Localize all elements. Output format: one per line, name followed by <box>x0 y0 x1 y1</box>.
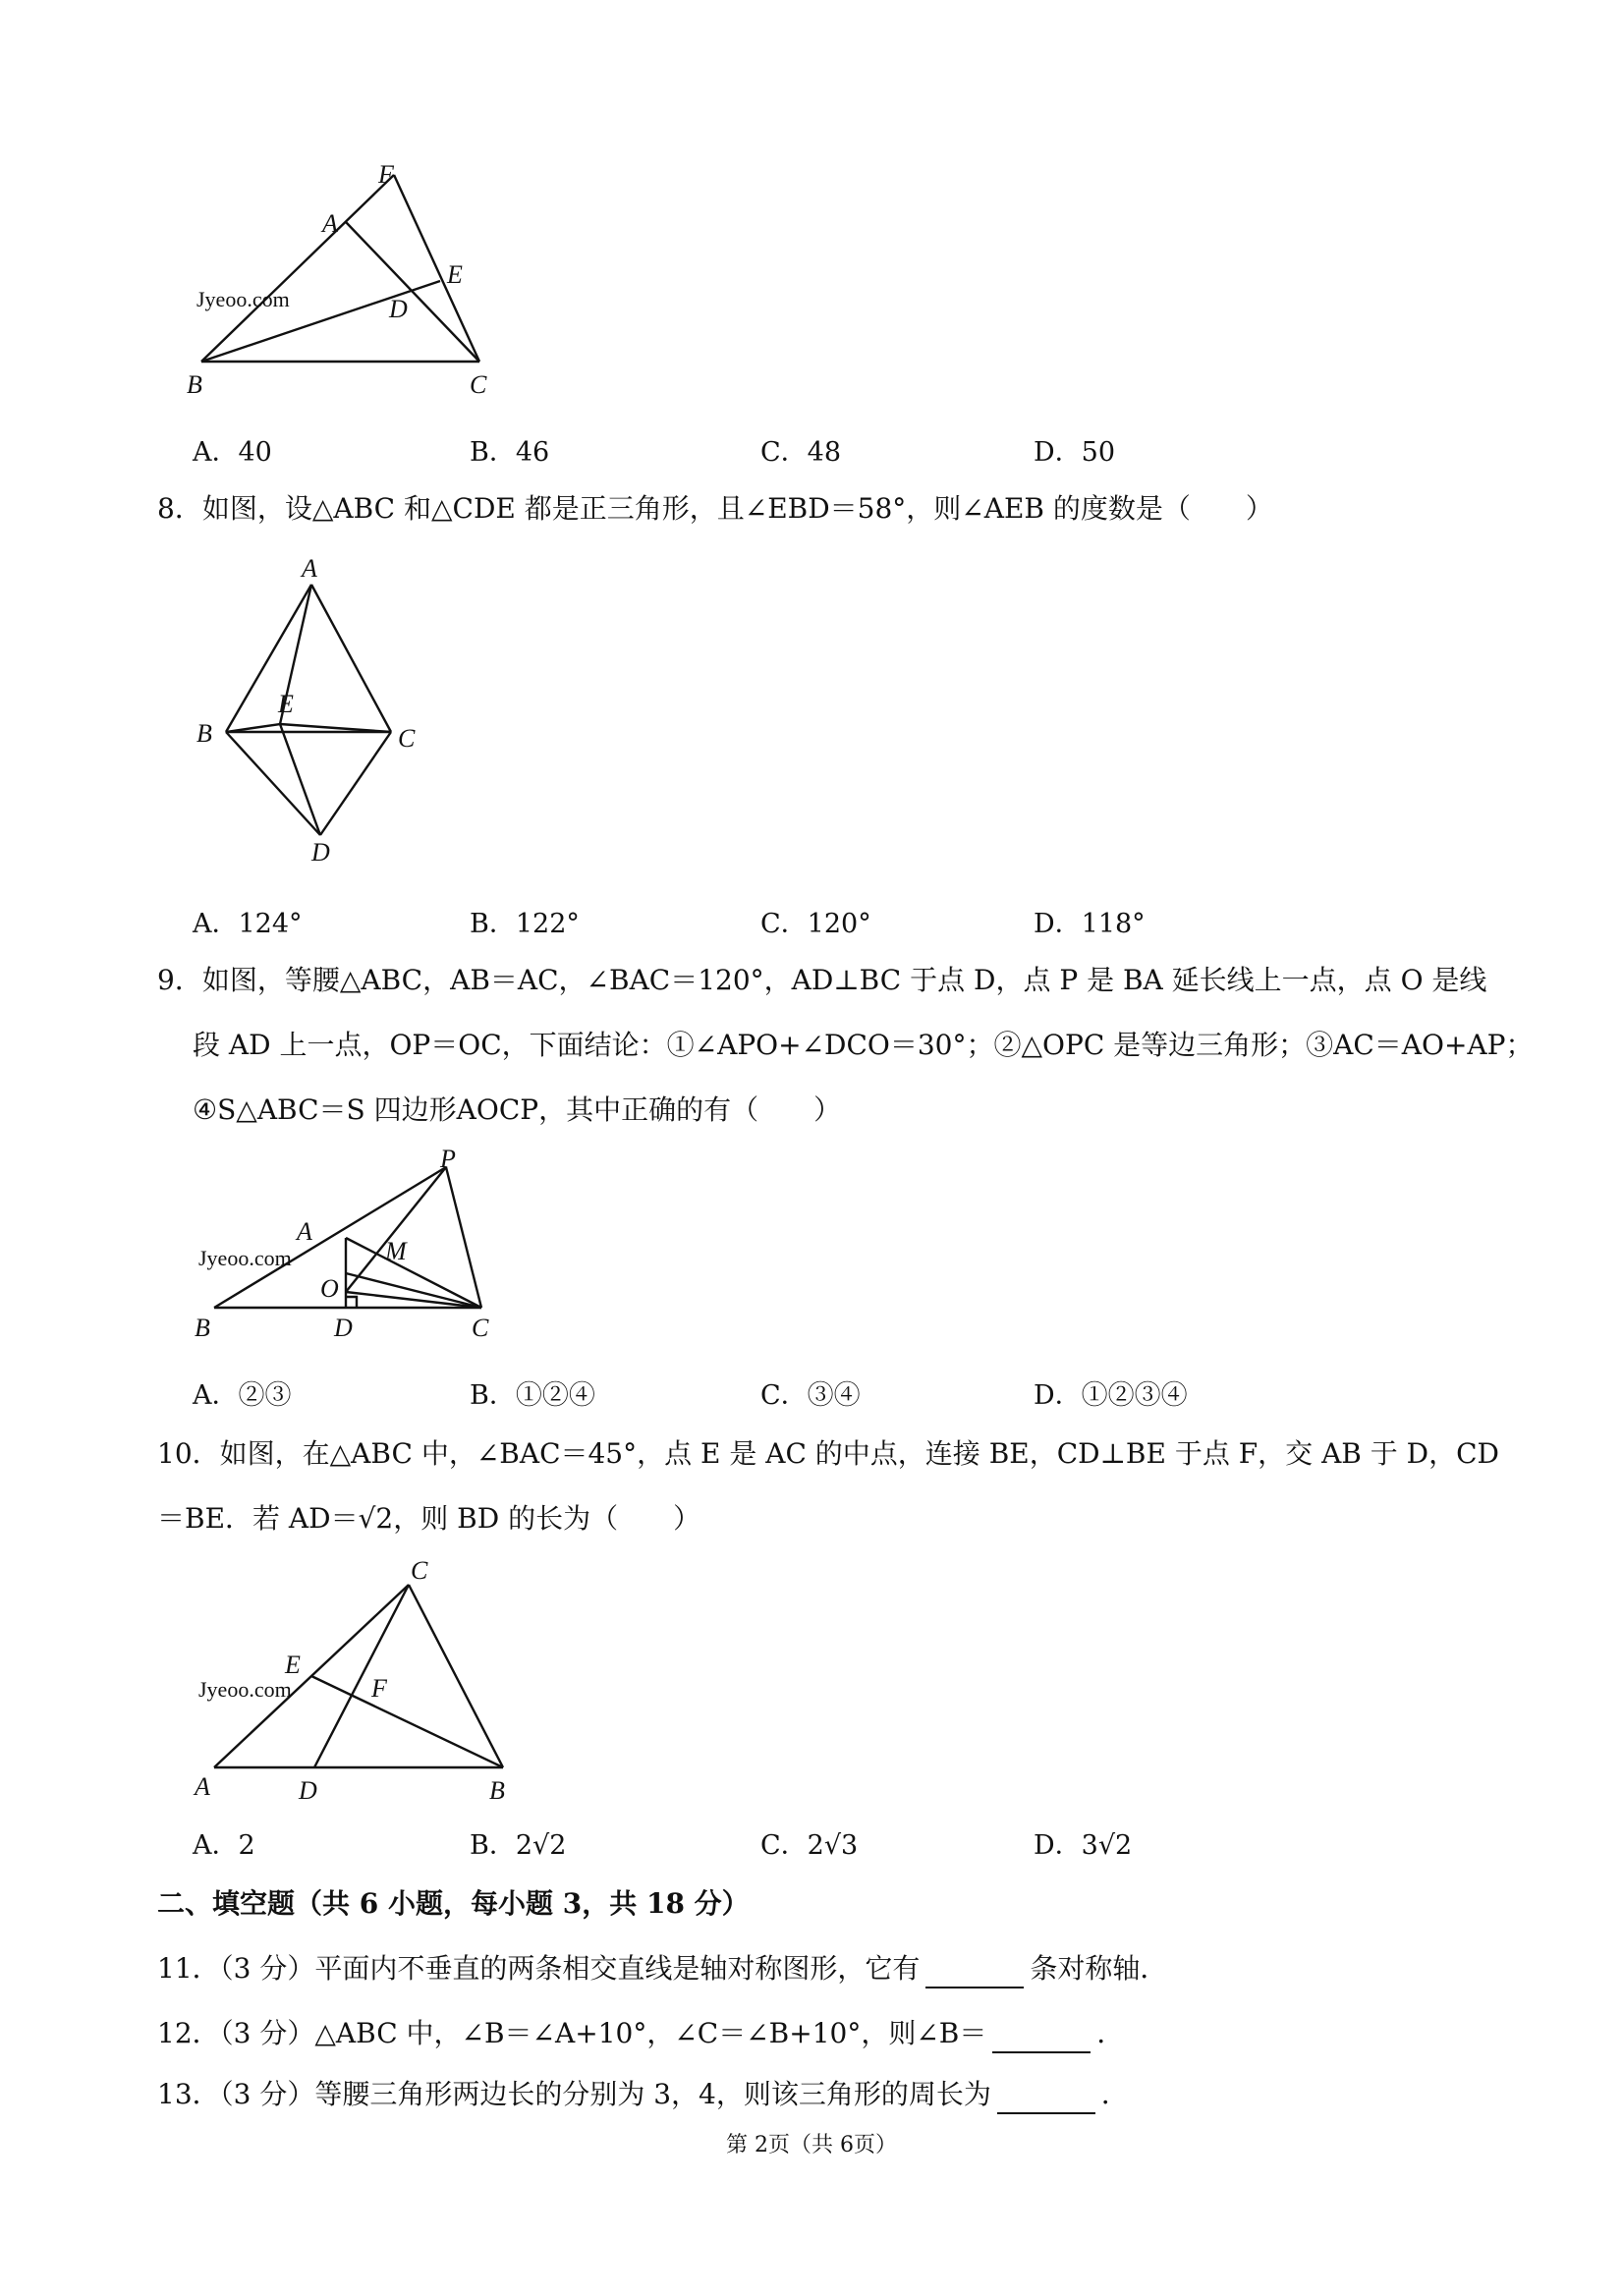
q7-option-d: D．50 <box>1034 437 1116 468</box>
q8-label-A: A <box>302 555 317 583</box>
q9-line1 <box>157 961 1486 1000</box>
q9-stem-1: 如图，等腰△ABC，AB＝AC，∠BAC＝120°，AD⊥BC 于点 D，点 P 是 BA 延长线上一点，点 O 是线 <box>201 964 1487 996</box>
q7-option-b: B．46 <box>470 437 550 468</box>
q10-label-D: D <box>299 1776 317 1805</box>
q10-label-E: E <box>285 1651 301 1679</box>
q13-stem-end: ． <box>1100 2078 1129 2110</box>
q7-label-B: B <box>187 370 202 399</box>
q10-label-F: F <box>371 1674 387 1703</box>
q10-option-b: B．2√2 <box>470 1830 567 1861</box>
q9-line2: 段 AD 上一点，OP＝OC，下面结论：①∠APO+∠DCO＝30°；②△OPC 是等边三角形；③AC＝AO+AP； <box>193 1029 1534 1061</box>
q9-label-C: C <box>472 1314 489 1342</box>
q9-line3: ④S△ABC＝S 四边形AOCP，其中正确的有（ ） <box>193 1093 842 1126</box>
q8-label-B: B <box>196 719 212 748</box>
q9-watermark: Jyeoo.com <box>198 1246 292 1270</box>
q10-number: 10． <box>157 1437 220 1470</box>
q7-label-E: E <box>447 260 463 289</box>
q10-label-A: A <box>195 1772 210 1801</box>
q9-label-M: M <box>385 1237 407 1265</box>
q10-line2: ＝BE．若 AD＝√2，则 BD 的长为（ ） <box>157 1502 701 1535</box>
q8-option-d: D．118° <box>1034 909 1146 939</box>
q10-option-a: A．2 <box>193 1830 255 1861</box>
q10-label-C: C <box>411 1557 428 1585</box>
q13-answer-blank[interactable] <box>997 2085 1095 2114</box>
q9-number: 9． <box>157 964 202 996</box>
q9-option-a: A．②③ <box>193 1380 292 1411</box>
q13-stem: 13．（3 分）等腰三角形两边长的分别为 3，4，则该三角形的周长为 <box>157 2078 991 2110</box>
q12-answer-blank[interactable] <box>992 2024 1091 2053</box>
q11-stem-end: 条对称轴． <box>1030 1952 1168 1985</box>
q12-stem: 12．（3 分）△ABC 中，∠B＝∠A+10°，∠C＝∠B+10°，则∠B＝ <box>157 2017 987 2049</box>
q9-label-D: D <box>334 1314 353 1342</box>
q7-label-F: F <box>378 160 394 189</box>
q10-label-B: B <box>489 1776 505 1805</box>
q9-option-b: B．①②④ <box>470 1380 595 1411</box>
q7-watermark: Jyeoo.com <box>196 287 290 311</box>
q8-stem: 如图，设△ABC 和△CDE 都是正三角形，且∠EBD＝58°，则∠AEB 的度数是（ ） <box>201 492 1273 525</box>
q11-text <box>157 1949 1167 1988</box>
q9-label-O: O <box>320 1274 339 1303</box>
q10-figure <box>187 1557 521 1817</box>
page-footer: 第 2页（共 6页） <box>726 2133 897 2157</box>
q7-figure <box>177 157 511 407</box>
q8-number: 8． <box>157 492 202 525</box>
q12-text <box>157 2014 1124 2053</box>
q8-label-C: C <box>398 724 416 753</box>
q7-option-c: C．48 <box>760 437 842 468</box>
section2-heading: 二、填空题（共 6 小题，每小题 3，共 18 分） <box>157 1887 750 1920</box>
q10-watermark: Jyeoo.com <box>198 1677 292 1702</box>
q8-label-E: E <box>278 690 294 718</box>
q9-label-B: B <box>195 1314 210 1342</box>
q7-label-C: C <box>470 370 487 399</box>
q8-option-b: B．122° <box>470 909 580 939</box>
q9-label-P: P <box>440 1149 456 1173</box>
q7-label-A: A <box>322 209 338 238</box>
q8-label-D: D <box>311 838 330 867</box>
q9-option-d: D．①②③④ <box>1034 1380 1188 1411</box>
q11-answer-blank[interactable] <box>925 1959 1024 1988</box>
q10-line1 <box>157 1434 1499 1474</box>
q13-text <box>157 2075 1129 2114</box>
q10-stem-1: 如图，在△ABC 中，∠BAC＝45°，点 E 是 AC 的中点，连接 BE，CD⊥BE 于点 F，交 AB 于 D，CD <box>219 1437 1499 1470</box>
q10-option-d: D．3√2 <box>1034 1830 1133 1861</box>
q7-label-D: D <box>389 295 408 323</box>
q8-figure <box>182 555 447 883</box>
q8-option-a: A．124° <box>193 909 303 939</box>
q8-option-c: C．120° <box>760 909 871 939</box>
q8-text <box>157 489 1273 529</box>
q11-stem: 11．（3 分）平面内不垂直的两条相交直线是轴对称图形，它有 <box>157 1952 921 1985</box>
q10-option-c: C．2√3 <box>760 1830 859 1861</box>
q7-option-a: A．40 <box>193 437 272 468</box>
q12-stem-end: ． <box>1096 2017 1125 2049</box>
q9-figure <box>187 1149 511 1350</box>
q9-label-A: A <box>297 1217 312 1246</box>
q9-option-c: C．③④ <box>760 1380 861 1411</box>
